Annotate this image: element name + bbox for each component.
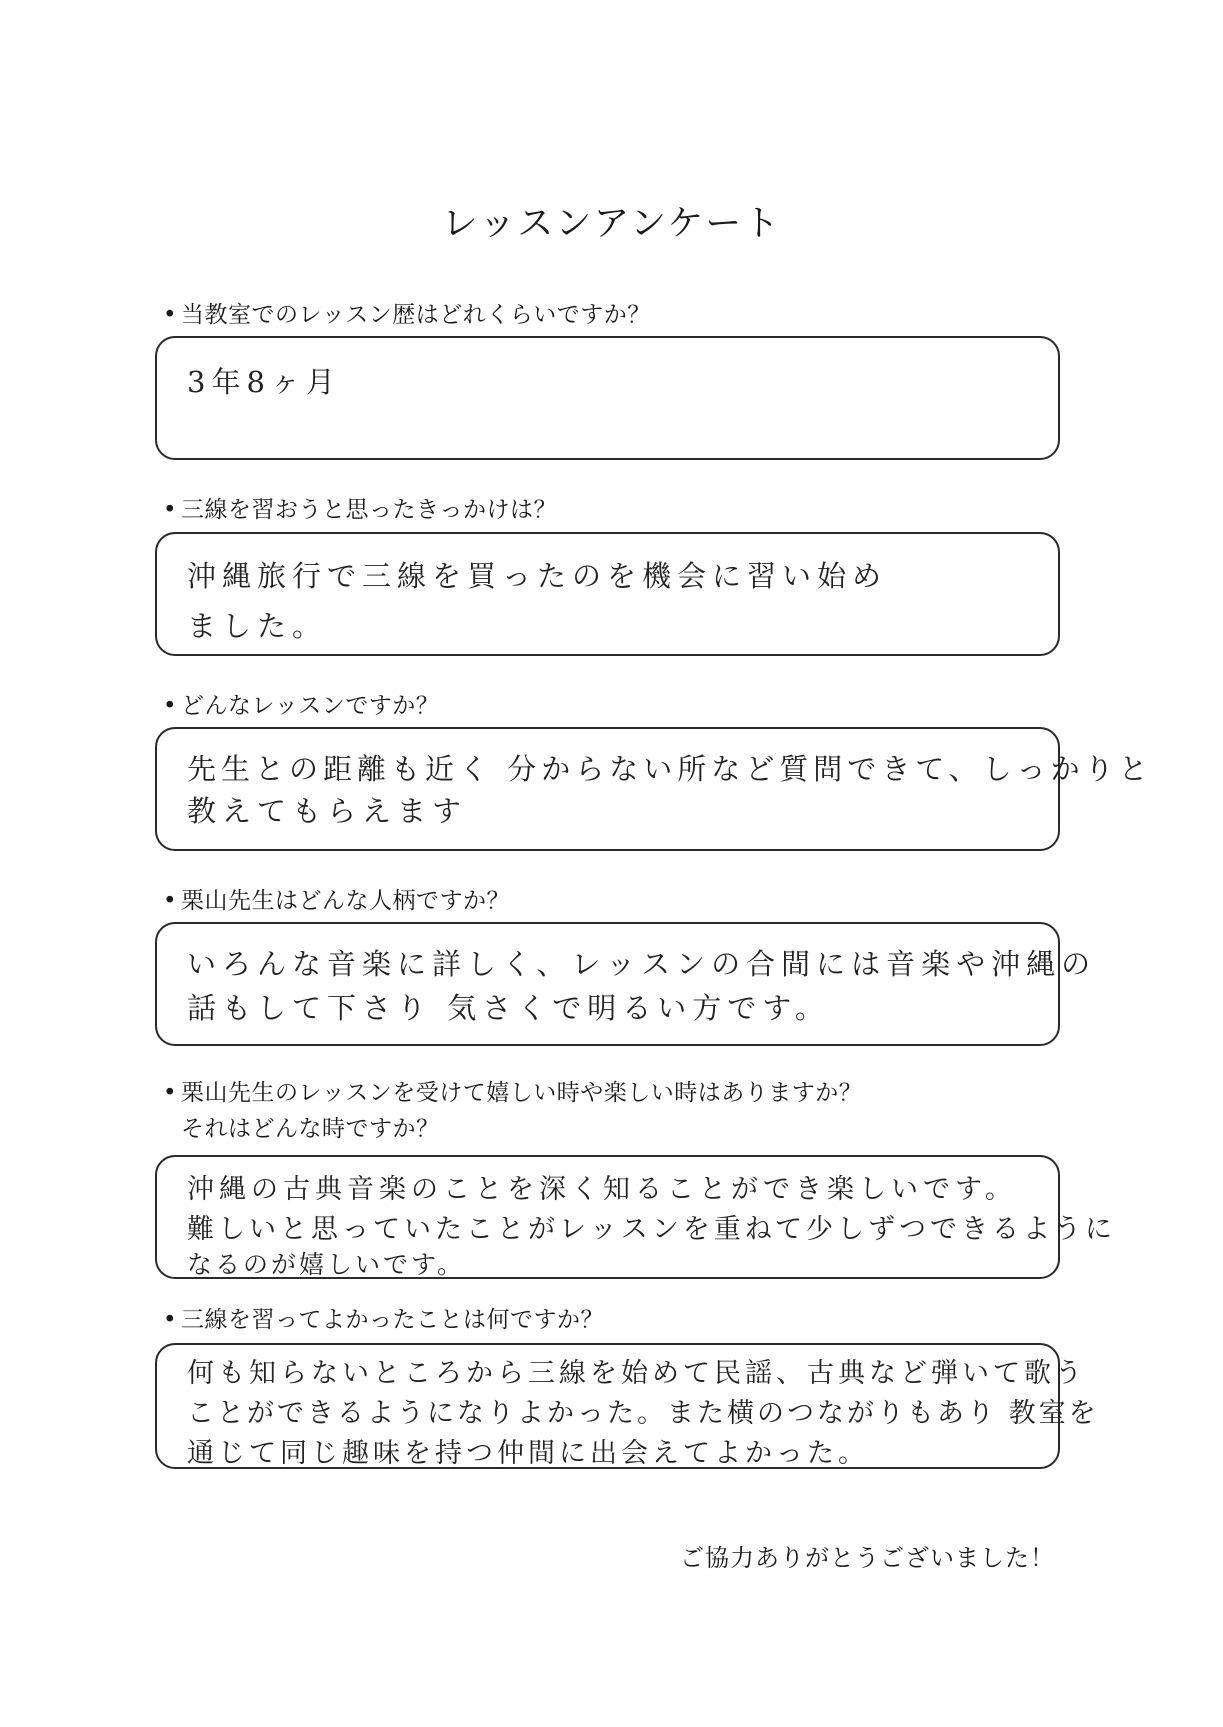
- answer-line: 先生との距離も近く 分からない所など質問できて、しっかりと: [187, 752, 1153, 786]
- answer-line: 話もして下さり 気さくで明るい方です。: [187, 991, 830, 1025]
- question-1: [163, 297, 1063, 333]
- bullet: •: [163, 1080, 178, 1106]
- answer-box-4[interactable]: [155, 922, 1097, 1046]
- footer-thanks: ご協力ありがとうございました！: [680, 1544, 1055, 1572]
- question-text: 三線を習おうと思ったきっかけは？: [181, 497, 557, 523]
- question-text: 当教室でのレッスン歴はどれくらいですか？: [181, 302, 651, 328]
- question-text-line2: それはどんな時ですか？: [181, 1116, 440, 1142]
- question-4: [163, 883, 1063, 919]
- answer-line: 何も知らないところから三線を始めて民謡、古典など弾いて歌う: [187, 1358, 1086, 1389]
- question-2: [163, 492, 1063, 528]
- answer-box-1[interactable]: [155, 336, 1060, 460]
- answer-line: いろんな音楽に詳しく、レッスンの合間には音楽や沖縄の: [187, 947, 1097, 981]
- bullet: •: [163, 693, 178, 719]
- answer-line: なるのが嬉しいです。: [187, 1250, 466, 1279]
- answer-line: 沖縄の古典音楽のことを深く知ることができ楽しいです。: [187, 1174, 1017, 1205]
- question-text: 栗山先生はどんな人柄ですか？: [181, 888, 510, 914]
- answer-line: 教えてもらえます: [187, 794, 468, 828]
- answer-line: 3年8ヶ月: [187, 365, 341, 399]
- answer-line: ました。: [187, 609, 328, 643]
- bullet: •: [163, 1307, 178, 1333]
- question-text: 三線を習ってよかったことは何ですか？: [181, 1307, 604, 1333]
- answer-line: 通じて同じ趣味を持つ仲間に出会えてよかった。: [187, 1438, 869, 1469]
- answer-line: ことができるようになりよかった。また横のつながりもあり 教室を: [187, 1398, 1099, 1429]
- answer-box-6[interactable]: [155, 1343, 1099, 1469]
- bullet: •: [163, 888, 178, 914]
- answer-box-2[interactable]: [155, 532, 1060, 656]
- question-6: [163, 1302, 1063, 1338]
- answer-box-5[interactable]: [155, 1155, 1117, 1279]
- question-text: 栗山先生のレッスンを受けて嬉しい時や楽しい時はありますか？: [181, 1080, 863, 1106]
- page-title: レッスンアンケート: [441, 203, 782, 244]
- answer-line: 難しいと思っていたことがレッスンを重ねて少しずつできるように: [187, 1214, 1117, 1245]
- bullet: •: [163, 302, 178, 328]
- question-3: [163, 688, 1063, 724]
- answer-box-3[interactable]: [155, 727, 1153, 851]
- question-5: [163, 1075, 1063, 1147]
- bullet: •: [163, 497, 178, 523]
- answer-line: 沖縄旅行で三線を買ったのを機会に習い始め: [187, 559, 888, 593]
- question-text: どんなレッスンですか？: [181, 693, 440, 719]
